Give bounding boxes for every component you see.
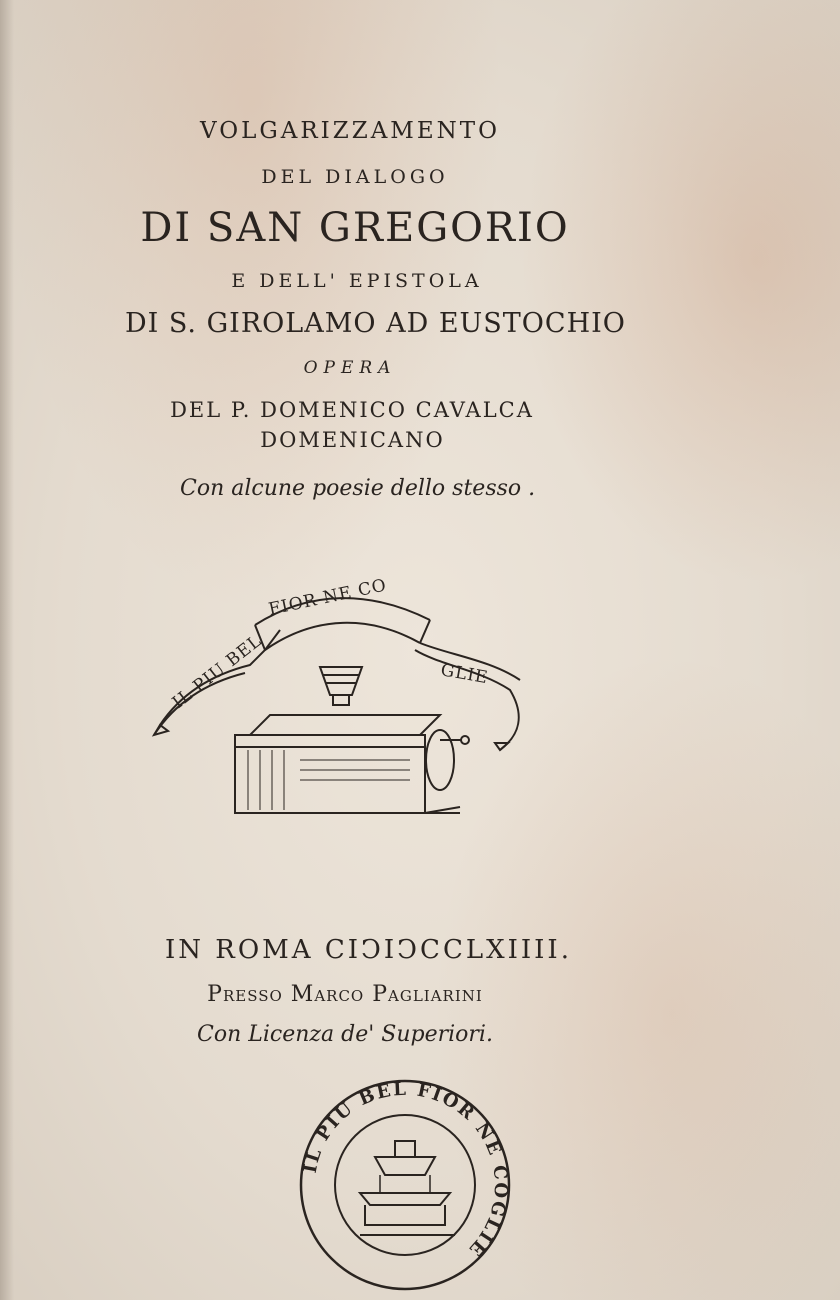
motto-part-1: IL PIU BEL bbox=[168, 631, 266, 713]
title-line-volgarizzamento: VOLGARIZZAMENTO bbox=[200, 118, 500, 144]
title-line-del-dialogo: DEL DIALOGO bbox=[261, 166, 449, 188]
title-line-girolamo: DI S. GIROLAMO AD EUSTOCHIO bbox=[125, 308, 626, 339]
title-line-author: DEL P. DOMENICO CAVALCA bbox=[170, 398, 534, 422]
title-line-poesie: Con alcune poesie dello stesso . bbox=[180, 476, 536, 501]
motto-part-2: FIOR NE CO bbox=[266, 575, 389, 620]
title-line-opera: OPERA bbox=[303, 358, 397, 378]
title-line-san-gregorio: DI SAN GREGORIO bbox=[140, 205, 570, 251]
stamp-legend: IL PIU BEL FIOR NE COGLIE bbox=[299, 1078, 512, 1262]
imprint-license: Con Licenza de' Superiori. bbox=[197, 1022, 493, 1047]
imprint-printer: Presso Marco Pagliarini bbox=[207, 982, 483, 1007]
motto-part-3: GLIE bbox=[439, 660, 490, 689]
sifting-machine-icon bbox=[140, 575, 540, 835]
library-stamp-icon bbox=[290, 1075, 520, 1295]
imprint-place-date: IN ROMA CIↃIↃCCLXIIII. bbox=[165, 935, 572, 965]
title-line-epistola: E DELL' EPISTOLA bbox=[231, 270, 483, 292]
title-line-domenicano: DOMENICANO bbox=[260, 428, 445, 452]
